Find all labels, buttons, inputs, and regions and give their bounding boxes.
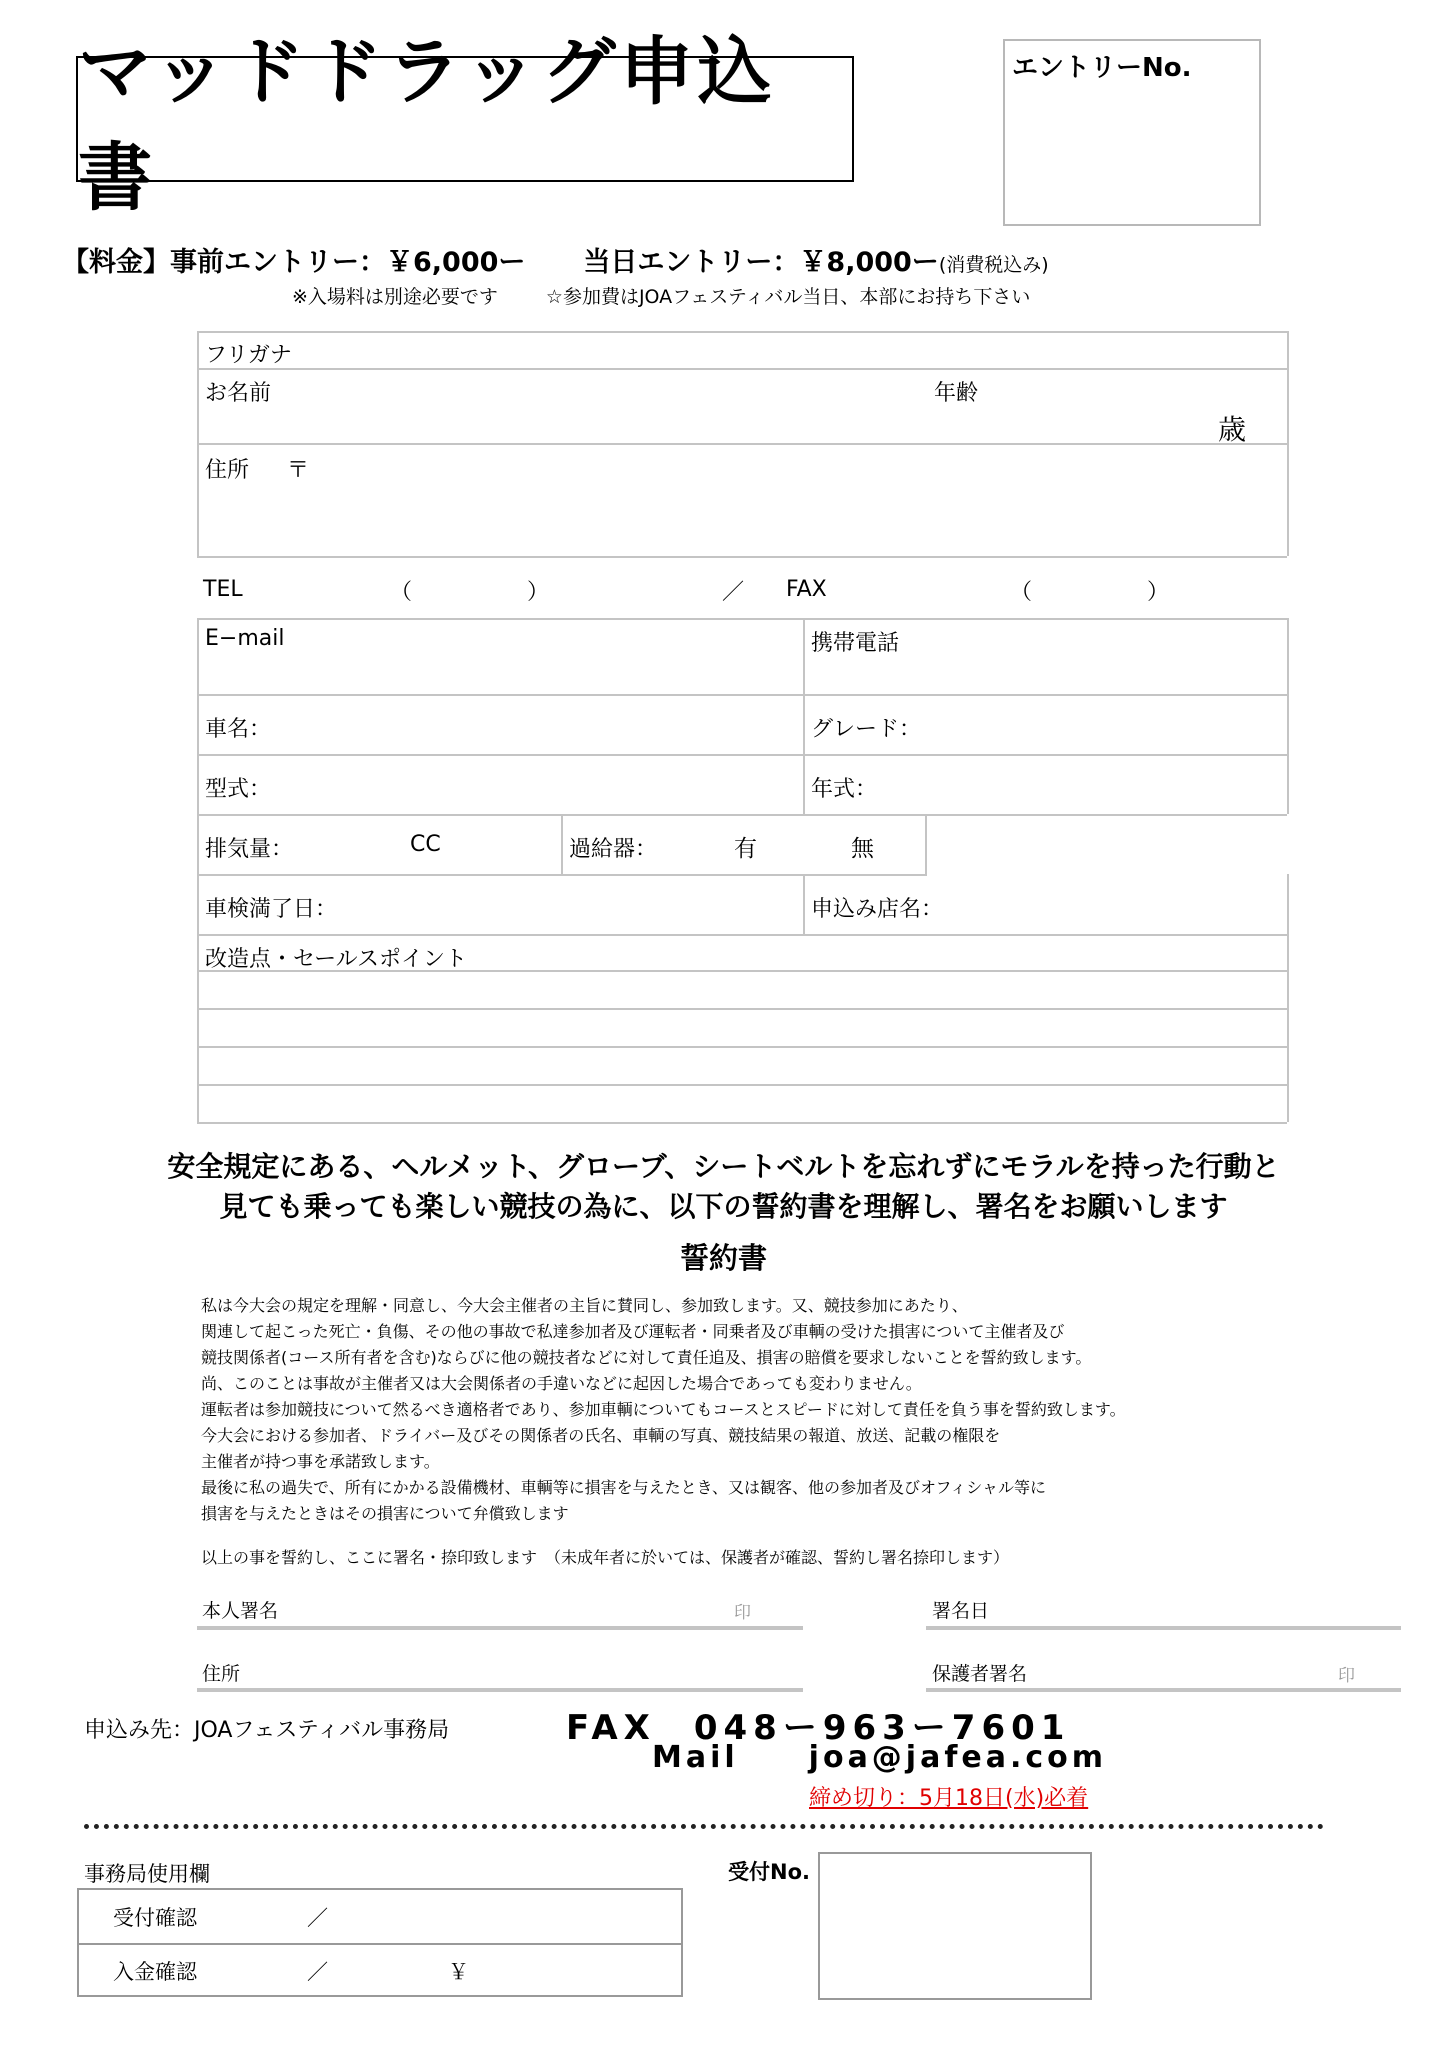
car-name-field[interactable] <box>199 708 277 747</box>
email-field[interactable] <box>199 622 290 655</box>
furigana-field[interactable] <box>199 334 298 373</box>
receipt-confirm-row <box>113 1902 328 1932</box>
shop-field[interactable] <box>805 888 949 927</box>
grade-label: グレード： <box>811 717 922 742</box>
age-unit: 歳 <box>1218 413 1247 446</box>
receipt-number-label: 受付No. <box>728 1860 810 1884</box>
safety-line-1: 安全規定にある、ヘルメット、グローブ、シートベルトを忘れずにモラルを持った行動と <box>167 1150 1280 1183</box>
payment-confirm-slash: ／ <box>307 1960 328 1984</box>
year-field[interactable] <box>805 768 883 807</box>
pledge-line: 主催者が持つ事を承諾致します。 <box>201 1452 440 1471</box>
turbo-label: 過給器： <box>569 837 658 862</box>
pledge-line: 最後に私の過失で、所有にかかる設備機材、車輌等に損害を与えたとき、又は観客、他の参加者及びオフィシャル等に <box>201 1478 1046 1497</box>
fee-label: 【料金】 <box>62 247 170 278</box>
payment-yen: ￥ <box>448 1960 469 1984</box>
note-payment: ☆参加費はJOAフェスティバル当日、本部にお持ち下さい <box>545 286 1031 308</box>
payment-confirm-row <box>113 1956 469 1986</box>
fee-notes <box>292 282 1030 309</box>
contact-mail-label: Mail <box>652 1740 739 1775</box>
guardian-seal-mark: 印 <box>1338 1666 1355 1686</box>
receipt-confirm-slash: ／ <box>307 1906 328 1930</box>
name-field[interactable] <box>199 372 277 411</box>
pledge-line: 関連して起こった死亡・負傷、その他の事故で私達参加者及び運転者・同乗者及び車輌の受けた損害について主催者及び <box>201 1322 1065 1341</box>
pledge-line: 今大会における参加者、ドライバー及びその関係者の氏名、車輌の写真、競技結果の報道、放送、記載の権限を <box>201 1426 1001 1445</box>
payment-confirm-label: 入金確認 <box>113 1960 197 1984</box>
mobile-field[interactable] <box>805 622 905 661</box>
address-label: 住所 <box>205 458 250 483</box>
email-label: E−mail <box>205 626 285 651</box>
form-title: マッドドラッグ申込書 <box>76 56 854 182</box>
pledge-line: 損害を与えたときはその損害について弁償致します <box>201 1504 569 1523</box>
receipt-number-box[interactable] <box>818 1852 1092 2000</box>
cut-line-divider <box>84 1824 1324 1829</box>
tel-fax-slash: ／ <box>722 580 745 605</box>
fax-label: FAX <box>786 577 827 602</box>
model-field[interactable] <box>199 768 277 807</box>
contact-mail-address: joa@jafea.com <box>808 1740 1108 1775</box>
turbo-no-option[interactable]: 無 <box>851 836 874 862</box>
modifications-label: 改造点・セールスポイント <box>205 947 468 972</box>
pledge-line: 運転者は参加競技について然るべき適格者であり、参加車輌についてもコースとスピードに対して責任を負う事を誓約致します。 <box>201 1400 1126 1419</box>
shop-label: 申込み店名： <box>811 897 944 922</box>
turbo-field[interactable] <box>563 828 663 867</box>
contact-fax-label: FAX <box>566 1708 656 1748</box>
fee-same-day: 当日エントリー：￥8,000ー <box>583 247 939 278</box>
tel-label: TEL <box>203 577 243 602</box>
displacement-label: 排気量： <box>205 837 294 862</box>
tel-paren-close: ） <box>527 580 550 605</box>
model-label: 型式： <box>205 777 272 802</box>
safety-line-2: 見ても乗っても楽しい競技の為に、以下の誓約書を理解し、署名をお願いします <box>219 1190 1228 1223</box>
entry-number-box[interactable] <box>1003 39 1261 226</box>
name-label: お名前 <box>205 381 272 406</box>
sign-date-label: 署名日 <box>932 1600 990 1622</box>
note-admission: ※入場料は別途必要です <box>292 286 498 308</box>
deadline-notice: 締め切り：5月18日(水)必着 <box>809 1786 1089 1811</box>
mobile-label: 携帯電話 <box>811 631 900 656</box>
contact-mail <box>652 1740 1107 1775</box>
pledge-closing: 以上の事を誓約し、ここに署名・捺印致します （未成年者に於いては、保護者が確認、誓約し署名捺印します） <box>201 1548 1010 1567</box>
grade-field[interactable] <box>805 708 927 747</box>
cc-unit: CC <box>410 832 441 857</box>
car-name-label: 車名： <box>205 717 272 742</box>
inspection-field[interactable] <box>199 888 343 927</box>
contact-destination: 申込み先：JOAフェスティバル事務局 <box>84 1718 450 1743</box>
sign-date-line[interactable] <box>926 1626 1401 1630</box>
inspection-label: 車検満了日： <box>205 897 338 922</box>
fee-line <box>62 240 1049 279</box>
age-label: 年齢 <box>934 381 979 406</box>
address-field[interactable] <box>199 449 315 488</box>
self-signature-label: 本人署名 <box>202 1600 279 1622</box>
tel-paren-open: （ <box>390 580 413 605</box>
fee-advance: 事前エントリー：￥6,000ー <box>170 247 526 278</box>
pledge-title: 誓約書 <box>679 1241 767 1275</box>
receipt-confirm-label: 受付確認 <box>113 1906 197 1930</box>
office-use-label: 事務局使用欄 <box>84 1862 210 1886</box>
furigana-label: フリガナ <box>205 343 292 368</box>
fax-paren-open: （ <box>1010 580 1033 605</box>
year-label: 年式： <box>811 777 878 802</box>
office-use-box <box>77 1888 683 1997</box>
self-seal-mark: 印 <box>734 1603 751 1623</box>
contact-fax-number: 048ー963ー7601 <box>693 1708 1071 1748</box>
fee-tax-note: (消費税込み) <box>938 254 1049 276</box>
age-field[interactable] <box>928 372 984 411</box>
pledge-line: 私は今大会の規定を理解・同意し、今大会主催者の主旨に賛同し、参加致します。又、競技参加にあたり、 <box>201 1296 968 1315</box>
pledge-line: 尚、このことは事故が主催者又は大会関係者の手違いなどに起因した場合であっても変わりません。 <box>201 1374 922 1393</box>
modifications-field[interactable] <box>199 938 473 977</box>
turbo-yes-option[interactable]: 有 <box>734 836 757 862</box>
signer-address-label: 住所 <box>202 1663 241 1685</box>
self-signature-line[interactable] <box>197 1626 803 1630</box>
guardian-signature-line[interactable] <box>926 1688 1401 1692</box>
guardian-signature-label: 保護者署名 <box>932 1663 1028 1685</box>
pledge-line: 競技関係者(コース所有者を含む)ならびに他の競技者などに対して責任追及、損害の賠償を要求しないことを誓約致します。 <box>201 1348 1092 1367</box>
entry-number-label: エントリーNo. <box>1012 53 1192 83</box>
displacement-field[interactable] <box>199 828 299 867</box>
fax-paren-close: ） <box>1147 580 1170 605</box>
postal-mark: 〒 <box>287 458 310 483</box>
signer-address-line[interactable] <box>197 1688 803 1692</box>
